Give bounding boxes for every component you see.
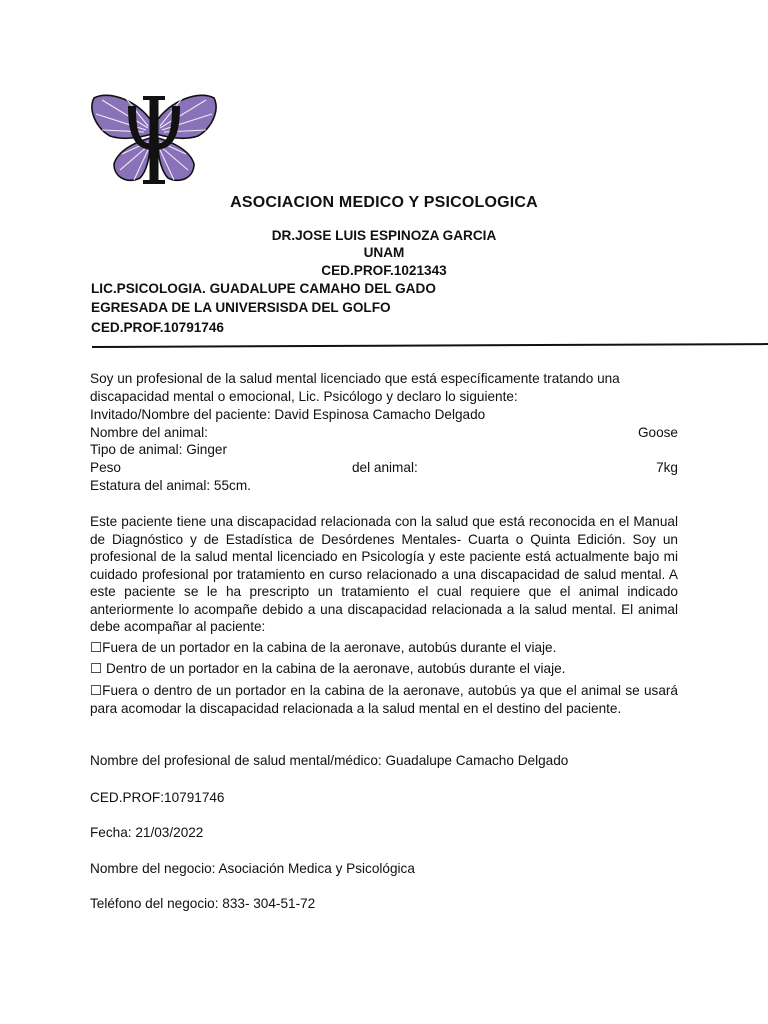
- option-2: ☐ Dentro de un portador en la cabina de la aeronave, autobús durante el viaje.: [90, 661, 566, 676]
- animal-height-text: Estatura del animal: 55cm.: [90, 478, 251, 493]
- guest-line: [90, 406, 678, 424]
- weight-label-a: Peso: [90, 460, 121, 475]
- intro-paragraph: Soy un profesional de la salud mental licenciado que está específicamente tratando una discapacidad mental o emocional, Lic. Psicólogo y declaro lo siguiente:: [90, 371, 620, 404]
- date-line: Fecha: 21/03/2022: [90, 825, 204, 840]
- business-phone-line: Teléfono del negocio: 833- 304-51-72: [90, 896, 316, 911]
- psi-butterfly-logo-icon: [88, 92, 220, 186]
- guest-text: Invitado/Nombre del paciente: David Espinosa Camacho Delgado: [90, 407, 486, 422]
- doctor-license: CED.PROF.1021343: [321, 263, 447, 278]
- option-1: ☐Fuera de un portador en la cabina de la aeronave, autobús durante el viaje.: [90, 640, 557, 655]
- professional-name-line: Nombre del profesional de salud mental/médico: Guadalupe Camacho Delgado: [90, 753, 569, 768]
- animal-name-value: Goose: [637, 425, 678, 440]
- psychologist-line: LIC.PSICOLOGIA. GUADALUPE CAMAHO DEL GADO: [91, 281, 436, 296]
- option-3: ☐Fuera o dentro de un portador en la cabina de la aeronave, autobús ya que el animal se usará para acomodar la discapacidad relacionada a la salud mental en el destino del paciente.: [90, 683, 678, 716]
- doctor-name: DR.JOSE LUIS ESPINOZA GARCIA: [271, 228, 497, 243]
- diagnosis-paragraph: Este paciente tiene una discapacidad relacionada con la salud que está reconocida en el Manual de Diagnóstico y de Estadística de Desórdenes Mentales- Cuarta o Quinta Edición. Soy un profesional de la salud mental licenciado en Psicología y este paciente está actualmente bajo mi cuidado profesional por tratamiento en curso relacionado a una discapacidad de salud mental. A este paciente se le ha prescripto un tratamiento el cual requiere que el animal indicado anteriormente lo acompañe debido a una discapacidad relacionada a la salud mental. El animal debe acompañar al paciente:: [90, 514, 678, 634]
- business-name-line: Nombre del negocio: Asociación Medica y Psicológica: [90, 861, 415, 876]
- animal-type-text: Tipo de animal: Ginger: [90, 442, 228, 457]
- animal-name-row: [90, 424, 678, 442]
- professional-license-line: CED.PROF:10791746: [90, 790, 225, 805]
- weight-value: 7kg: [656, 460, 678, 475]
- animal-type-row: [90, 441, 678, 459]
- psychologist-school: EGRESADA DE LA UNIVERSISDA DEL GOLFO: [91, 300, 391, 315]
- psychologist-license: CED.PROF.10791746: [91, 320, 224, 335]
- animal-name-label: Nombre del animal:: [90, 425, 208, 440]
- document-title: ASOCIACION MEDICO Y PSICOLOGICA: [230, 194, 538, 211]
- animal-weight-row: [90, 459, 678, 477]
- header-divider: [92, 343, 768, 348]
- doctor-university: UNAM: [363, 245, 405, 260]
- weight-label-b: del animal:: [352, 460, 418, 475]
- animal-height-row: [90, 477, 678, 495]
